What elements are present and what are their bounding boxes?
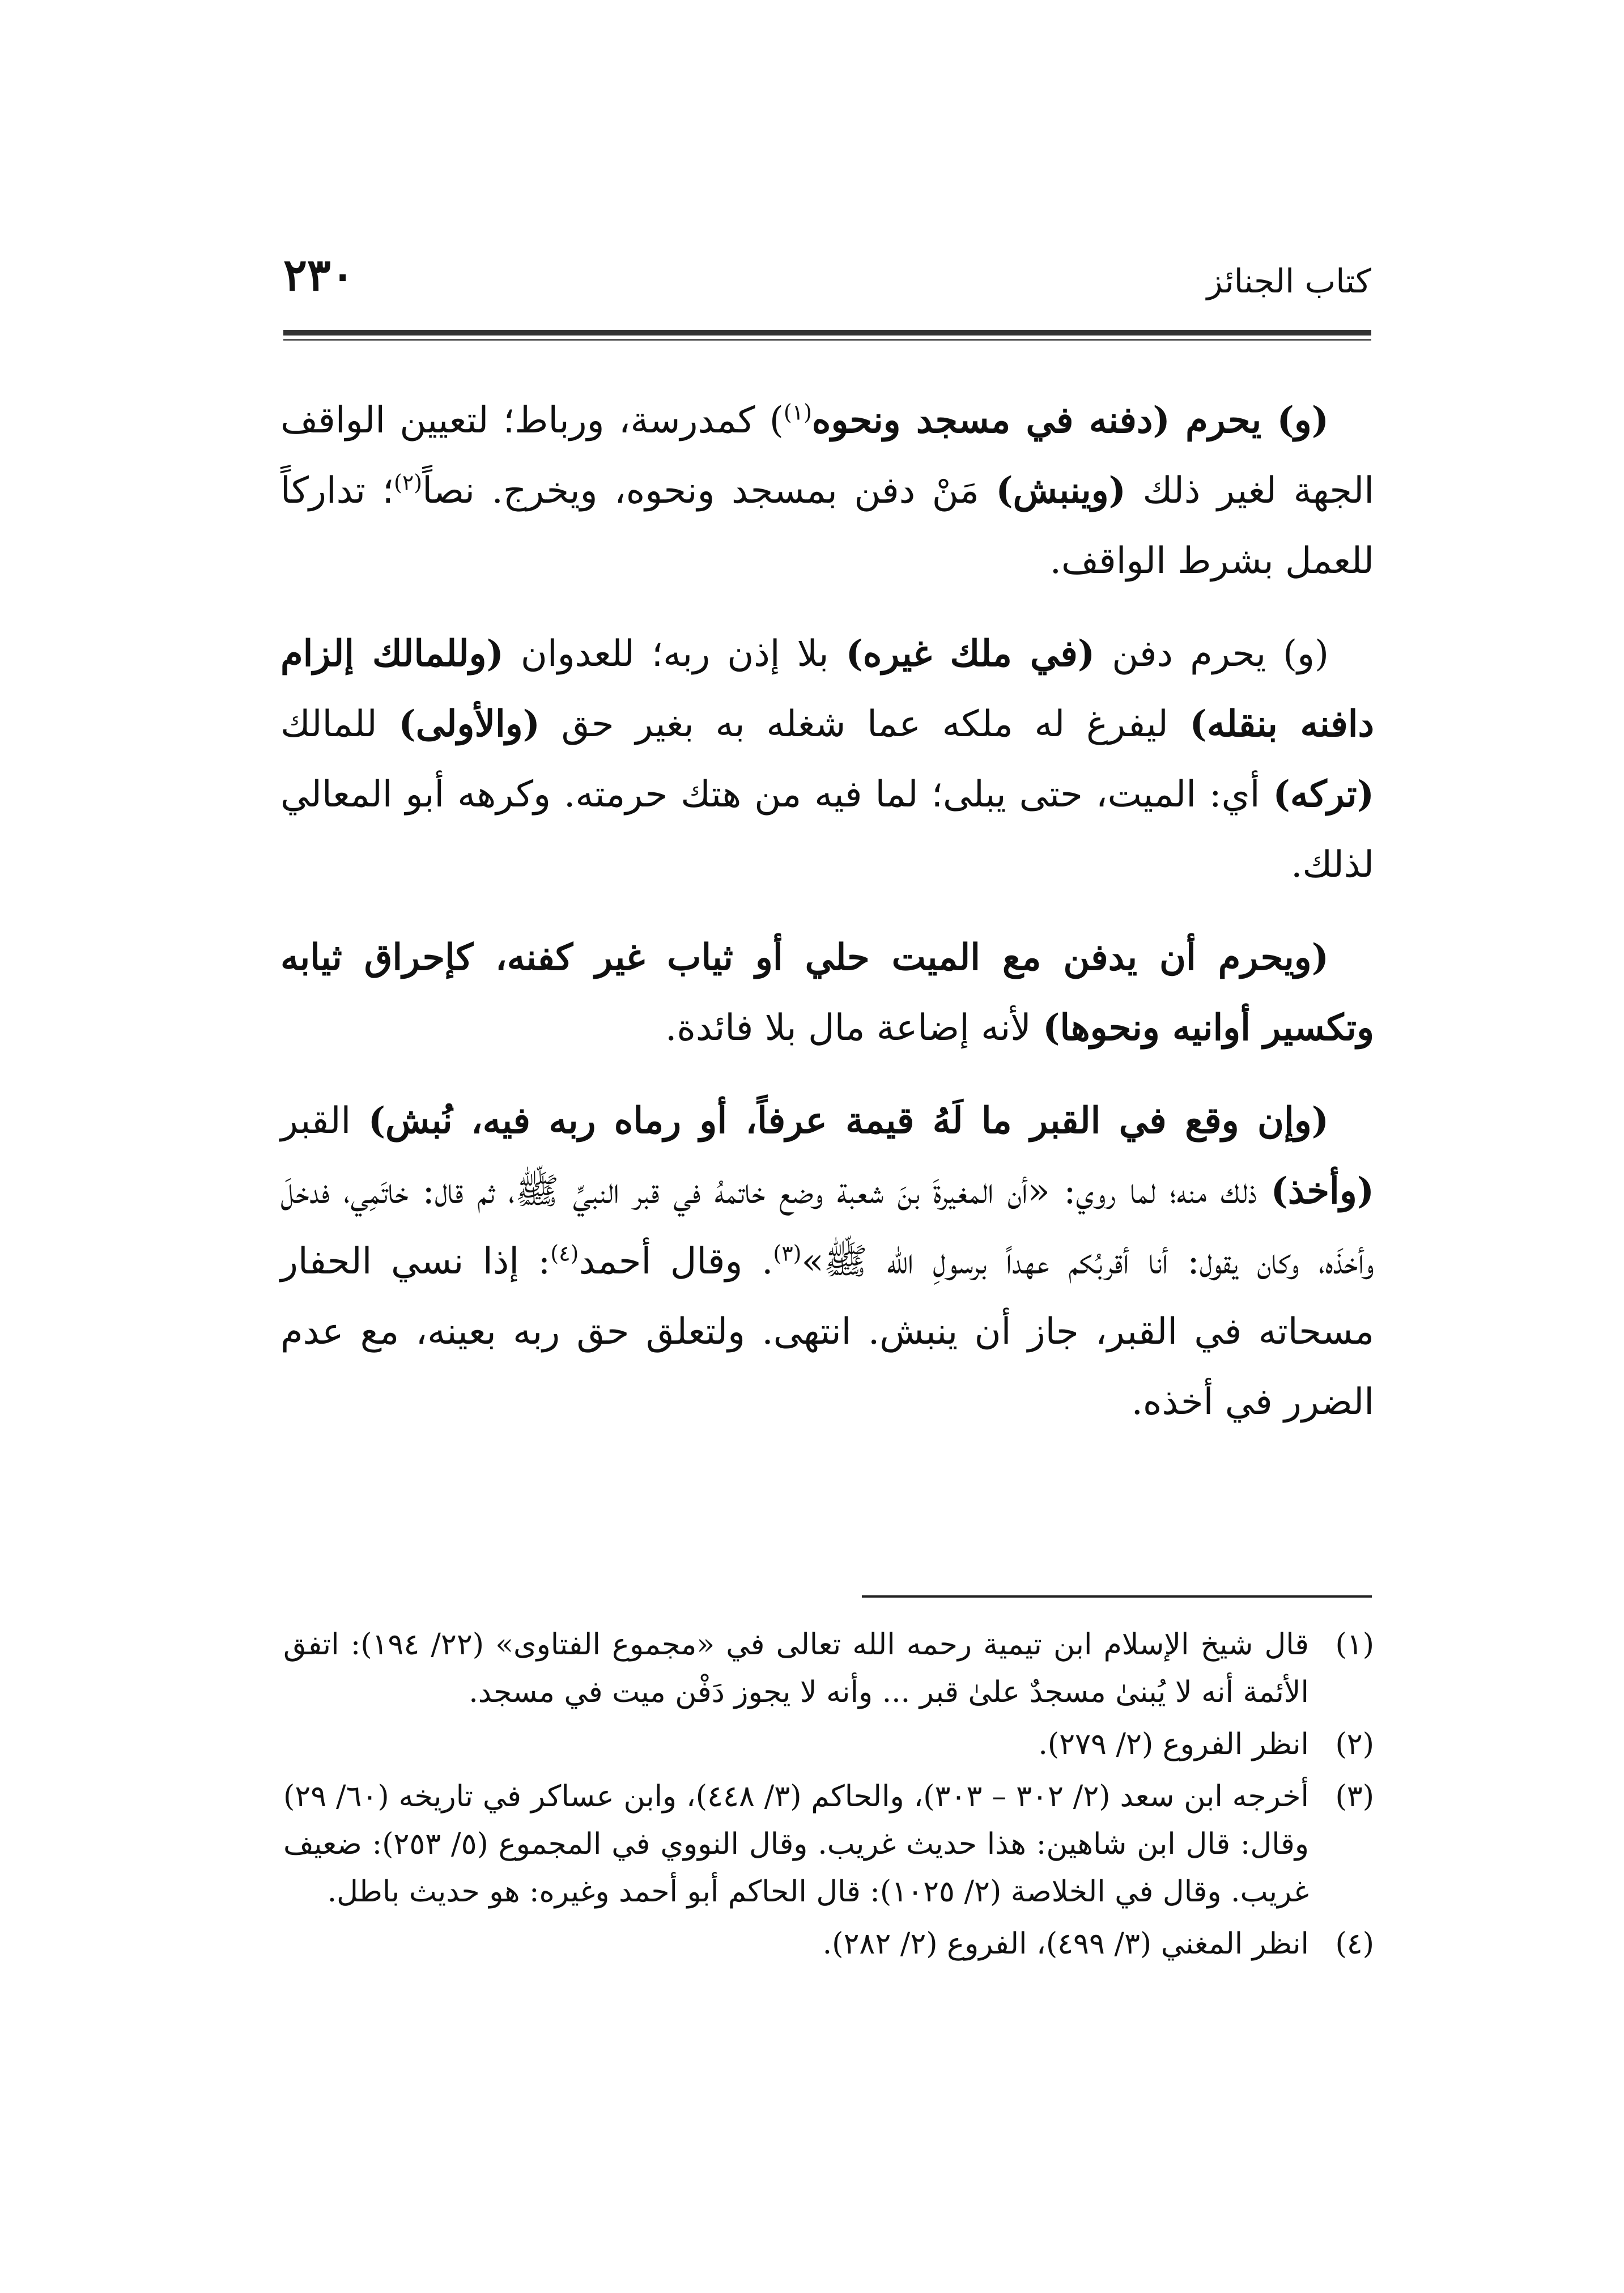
header-rule	[283, 330, 1371, 336]
footnotes	[283, 1621, 1374, 1972]
p1-matn: (دفنه في مسجد ونحوه	[811, 399, 1170, 441]
footnote-1	[283, 1621, 1374, 1716]
footnote-3	[283, 1773, 1374, 1916]
footnote-ref-3: (٣)	[773, 1241, 802, 1266]
p4-matn-2: (وأخذ)	[1270, 1170, 1374, 1212]
p2-text-3: للمالك	[280, 703, 399, 745]
p2-text: بلا إذن ربه؛ للعدوان	[503, 633, 846, 675]
footnote-text: أخرجه ابن سعد (٢/ ٣٠٢ – ٣٠٣)، والحاكم (٣/ ٤٤٨)، وابن عساكر في تاريخه (٦٠/ ٢٩) وقال: قال ابن شاهين: هذا حديث غريب. وقال النووي في المجموع (٥/ ٢٥٣): ضعيف غريب. وقال في الخلاصة (٢/ ١٠٢٥): قال الحاكم أبو أحمد وغيره: هو حديث باطل.	[283, 1780, 1310, 1909]
p4-text-4: : إذا نسي الحفار مسحاته في القبر، جاز أن ينبش. انتهى. ولتعلق حق ربه بعينه، مع عدم الضرر في أخذه.	[280, 1241, 1374, 1423]
footnote-ref-2: (٢)	[394, 470, 423, 495]
footnote-number: (٢)	[1335, 1727, 1374, 1761]
paragraph-3	[280, 923, 1374, 1063]
p4-text-3: . وقال أحمد	[579, 1241, 773, 1283]
p1-text-2: مَنْ دفن بمسجد ونحوه، ويخرج. نصاً	[422, 470, 996, 512]
p1-text-3: ؛ تداركاً للعمل بشرط الواقف.	[280, 470, 1374, 582]
header-rule-thin	[283, 339, 1371, 341]
footnote-text: انظر المغني (٣/ ٤٩٩)، الفروع (٢/ ٢٨٢).	[822, 1927, 1309, 1961]
p4-matn: (وإن وقع في القبر ما لَهُ قيمة عرفاً، أو رماه ربه فيه، نُبش)	[368, 1099, 1329, 1142]
p4-text: القبر	[280, 1100, 368, 1142]
p3-text: لأنه إضاعة مال بلا فائدة.	[665, 1007, 1043, 1049]
p1-lead: (و) يحرم	[1170, 399, 1329, 441]
main-text	[280, 385, 1374, 1460]
p2-text-2: ليفرغ له ملكه عما شغله به بغير حق	[539, 703, 1190, 745]
footnote-number: (٣)	[1335, 1780, 1374, 1814]
footnote-separator	[862, 1595, 1372, 1598]
page-header	[283, 249, 1371, 317]
running-title: كتاب الجنائز	[1206, 262, 1371, 300]
footnote-2	[283, 1721, 1374, 1768]
p4-text-2: ذلك منه؛ لما روي: «أن المغيرةَ بنَ شعبة وضع خاتمهُ في قبر النبيِّ ﷺ، ثم قال: خاتَمِي، فدخلَ وأخذَه، وكان يقول: أنا أقربُكم عهداً برسولِ الله ﷺ»	[280, 1170, 1375, 1283]
paragraph-1	[280, 385, 1374, 596]
p2-matn: (في ملك غيره)	[845, 632, 1095, 675]
p2-matn-4: (تركه)	[1273, 773, 1375, 816]
p1-matn-2: (وينبش)	[996, 469, 1126, 512]
p1-text: ) كمدرسة، ورباط؛ لتعيين الواقف الجهة لغير ذلك	[280, 400, 1375, 512]
p2-lead: (و) يحرم دفن	[1095, 633, 1329, 675]
footnote-ref-1: (١)	[783, 400, 812, 425]
footnote-text: قال شيخ الإسلام ابن تيمية رحمه الله تعالى في «مجموع الفتاوى» (٢٢/ ١٩٤): اتفق الأئمة أنه لا يُبنىٰ مسجدٌ علىٰ قبر ... وأنه لا يجوز دَفْن ميت في مسجد.	[283, 1628, 1309, 1709]
page-number: ٢٣٠	[283, 249, 355, 301]
footnote-number: (٤)	[1335, 1927, 1374, 1961]
paragraph-2	[280, 619, 1374, 900]
paragraph-4	[280, 1086, 1374, 1437]
p3-matn: (ويحرم أن يدفن مع الميت حلي أو ثياب غير كفنه، كإحراق ثيابه وتكسير أوانيه ونحوها)	[280, 936, 1374, 1049]
p2-matn-2: (وللمالك إلزام دافنه بنقله)	[280, 632, 1375, 745]
footnote-ref-4: (٤)	[550, 1241, 579, 1266]
footnote-number: (١)	[1335, 1628, 1374, 1662]
p2-matn-3: (والأولى)	[398, 703, 540, 745]
p2-text-4: أي: الميت، حتى يبلى؛ لما فيه من هتك حرمته. وكرهه أبو المعالي لذلك.	[280, 774, 1374, 886]
footnote-4	[283, 1920, 1374, 1968]
footnote-text: انظر الفروع (٢/ ٢٧٩).	[1038, 1727, 1309, 1761]
